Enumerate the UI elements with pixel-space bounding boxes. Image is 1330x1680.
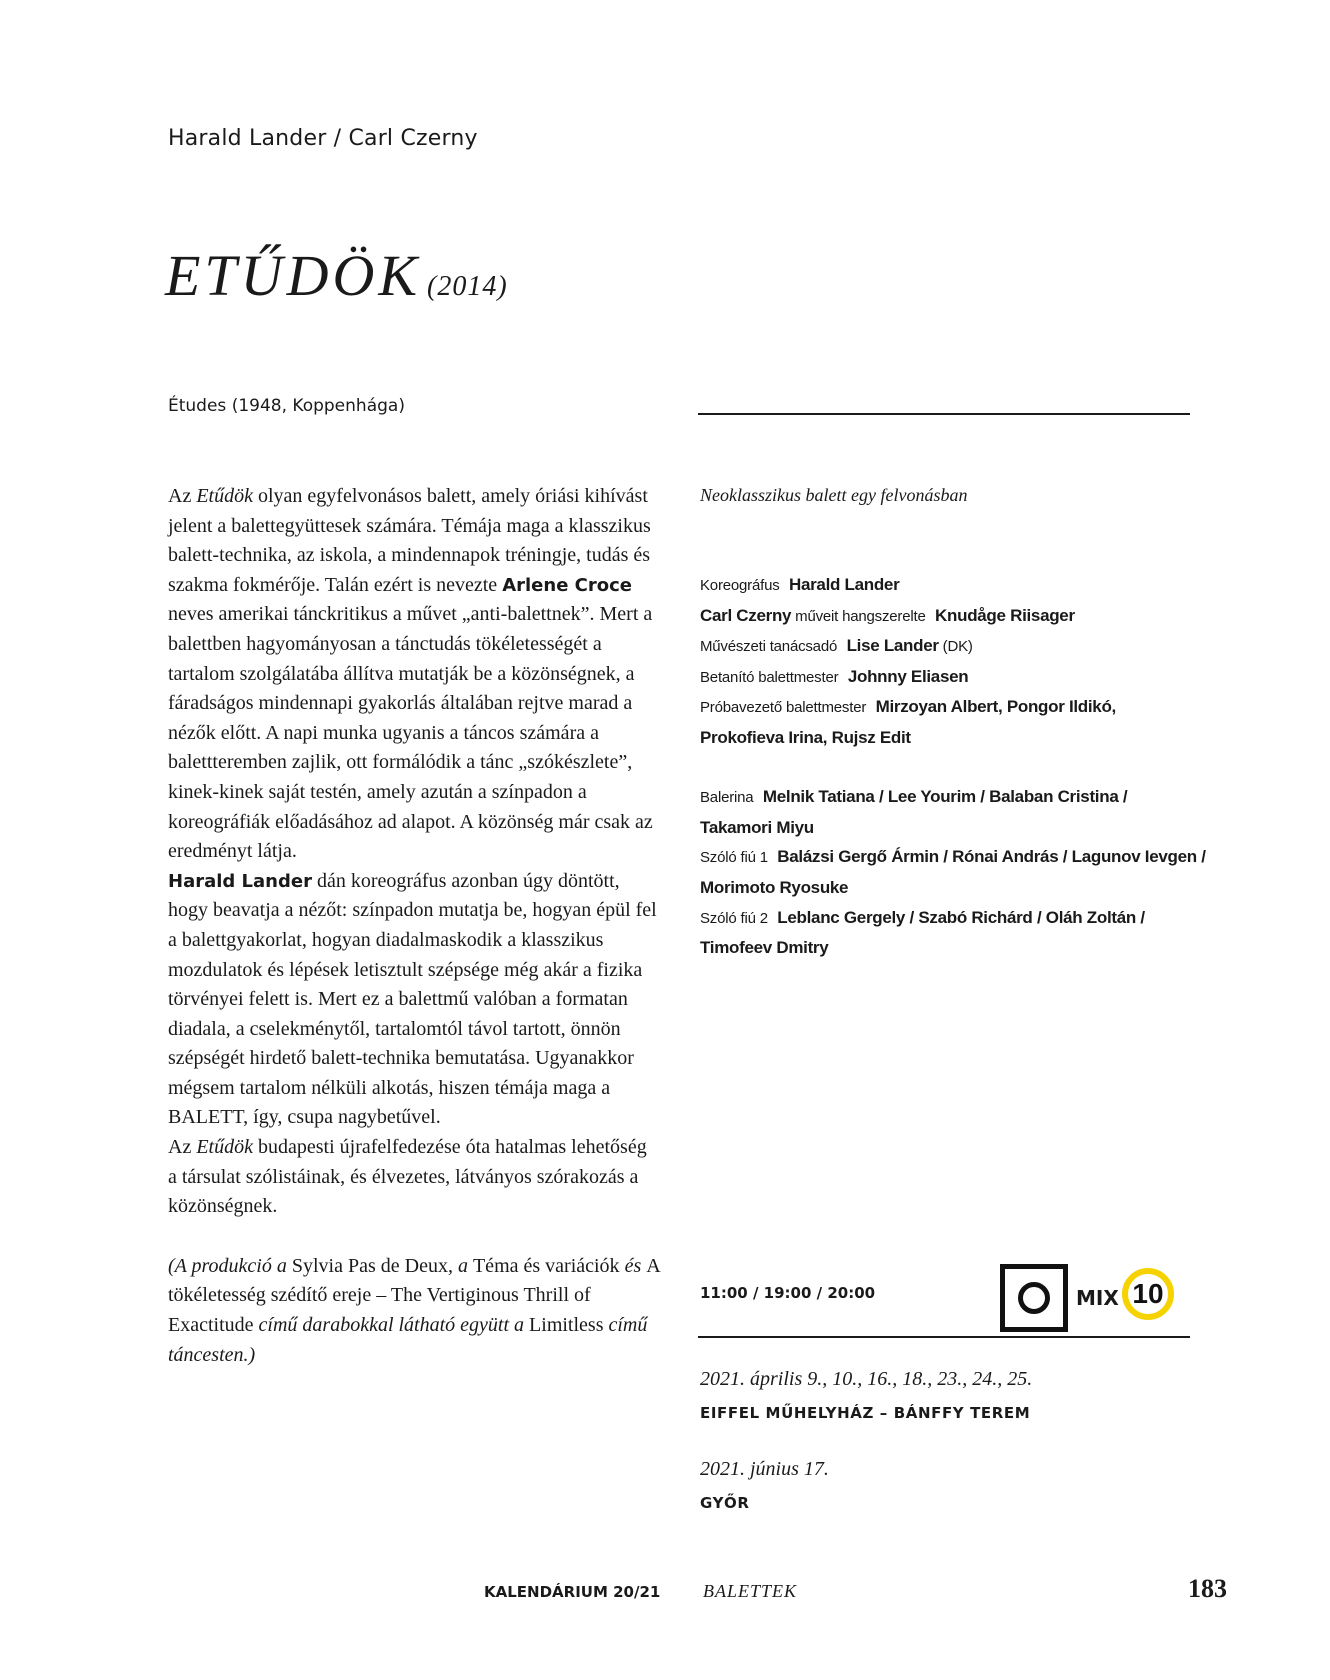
- work-title: Etűdök: [196, 485, 253, 507]
- cast-solo-boy-2-cont: Timofeev Dmitry: [700, 938, 829, 958]
- credit-orchestration: Carl Czerny műveit hangszerelte Knudåge Riisager: [700, 605, 1075, 625]
- critic-name: Arlene Croce: [502, 574, 632, 596]
- cast-solo-boy-2: Szóló fiú 2 Leblanc Gergely / Szabó Richárd / Oláh Zoltán /: [700, 907, 1145, 927]
- cast-solo-boy-1: Szóló fiú 1 Balázsi Gergő Ármin / Rónai András / Lagunov Ievgen /: [700, 847, 1206, 867]
- choreographer-name: Harald Lander: [168, 870, 312, 892]
- article-body: [168, 482, 660, 1370]
- cast-solo-boy-1-cont: Morimoto Ryosuke: [700, 877, 849, 897]
- cast-ballerina-cont: Takamori Miyu: [700, 817, 814, 837]
- performance-dates-gyor: 2021. június 17.: [700, 1458, 829, 1480]
- page-title: [165, 242, 508, 309]
- venue-gyor: GYŐR: [700, 1494, 750, 1512]
- footer-publication: KALENDÁRIUM 20/21: [484, 1583, 661, 1601]
- credits-spacer: [700, 753, 1200, 783]
- paragraph-1: Az Etűdök olyan egyfelvonásos balett, amely óriási kihívást jelent a balettegyüttesek számára. Témája maga a klasszikus balett-technika, az iskola, a mindennapok tréningje, tudás és szakma fokmérője. Talán ezért is nevezte Arlene Croce neves amerikai tánckritikus a művet „anti-balettnek”. Mert a balettben hagyományosan a tánctudás tökéletességét a tartalom szolgálatába állítva mutatják be a közönségnek, a fáradságos mindennapi gyakorlás általában rejtve marad a nézők előtt. A napi munka ugyanis a táncos számára a balettteremben zajlik, ott formálódik a tánc „szókészlete”, kinek-kinek saját testén, amely azután a színpadon a koreográfiák előadásához ad alapot. A közönség már csak az eredményt látja.: [168, 485, 653, 863]
- title-text: ETŰDÖK: [165, 243, 422, 308]
- credit-rehearsal-master: Próbavezető balettmester Mirzoyan Albert, Pongor Ildikó,: [700, 697, 1116, 717]
- genre-subtitle: Neoklasszikus balett egy felvonásban: [700, 485, 968, 505]
- cast-ballerina: Balerina Melnik Tatiana / Lee Yourim / Balaban Cristina /: [700, 787, 1128, 807]
- work-title: Etűdök: [196, 1136, 253, 1159]
- mix10-logo: [1000, 1264, 1180, 1332]
- paragraph-2: Harald Lander dán koreográfus azonban úgy döntött, hogy beavatja a nézőt: színpadon mutatja be, hogyan épül fel a balettgyakorlat, hogyan diadalmaskodik a klasszikus mozdulatok és lépések letisztult szépsége még akár a fizika törvényei felett is. Mert ez a balettmű valóban a formatan diadala, a cselekménytől, tartalomtól távol tartott, önnön szépségét hirdető balett-technika bemutatása. Ugyanakkor mégsem tartalom nélküli alkotás, hiszen témája maga a BALETT, így, csupa nagybetűvel.: [168, 869, 657, 1129]
- credit-choreographer: Koreográfus Harald Lander: [700, 575, 900, 594]
- divider-top: [698, 413, 1190, 415]
- authors: Harald Lander / Carl Czerny: [168, 126, 478, 151]
- credit-advisor: Művészeti tanácsadó Lise Lander (DK): [700, 636, 973, 656]
- logo-mix-text: MIX: [1076, 1286, 1119, 1310]
- venue-budapest: EIFFEL MŰHELYHÁZ – BÁNFFY TEREM: [700, 1404, 1031, 1422]
- footer-section: BALETTEK: [703, 1581, 798, 1601]
- title-year: (2014): [427, 271, 508, 302]
- opera-ring-icon: [1018, 1282, 1050, 1314]
- page-number: 183: [1188, 1574, 1227, 1603]
- mix-number-badge: 10: [1122, 1268, 1174, 1320]
- paragraph-3: Az Etűdök budapesti újrafelfedezése óta hatalmas lehetőség a társulat szólistáinak, és élvezetes, látványos szórakozás a közönségnek.: [168, 1136, 647, 1218]
- opera-square-icon: [1000, 1264, 1068, 1332]
- show-times: 11:00 / 19:00 / 20:00: [700, 1284, 876, 1302]
- credits-list: [700, 570, 1206, 963]
- credit-ballet-master: Betanító balettmester Johnny Eliasen: [700, 666, 969, 686]
- performance-dates-budapest: 2021. április 9., 10., 16., 18., 23., 24., 25.: [700, 1368, 1033, 1390]
- original-production: Études (1948, Koppenhága): [168, 396, 405, 416]
- divider-bottom: [698, 1336, 1190, 1338]
- production-note: (A produkció a Sylvia Pas de Deux, a Téma és variációk és A tökéletesség szédítő ereje – The Vertiginous Thrill of Exactitude című darabokkal látható együtt a Limitless című táncesten.): [168, 1254, 660, 1366]
- credit-rehearsal-master-cont: Prokofieva Irina, Rujsz Edit: [700, 727, 911, 747]
